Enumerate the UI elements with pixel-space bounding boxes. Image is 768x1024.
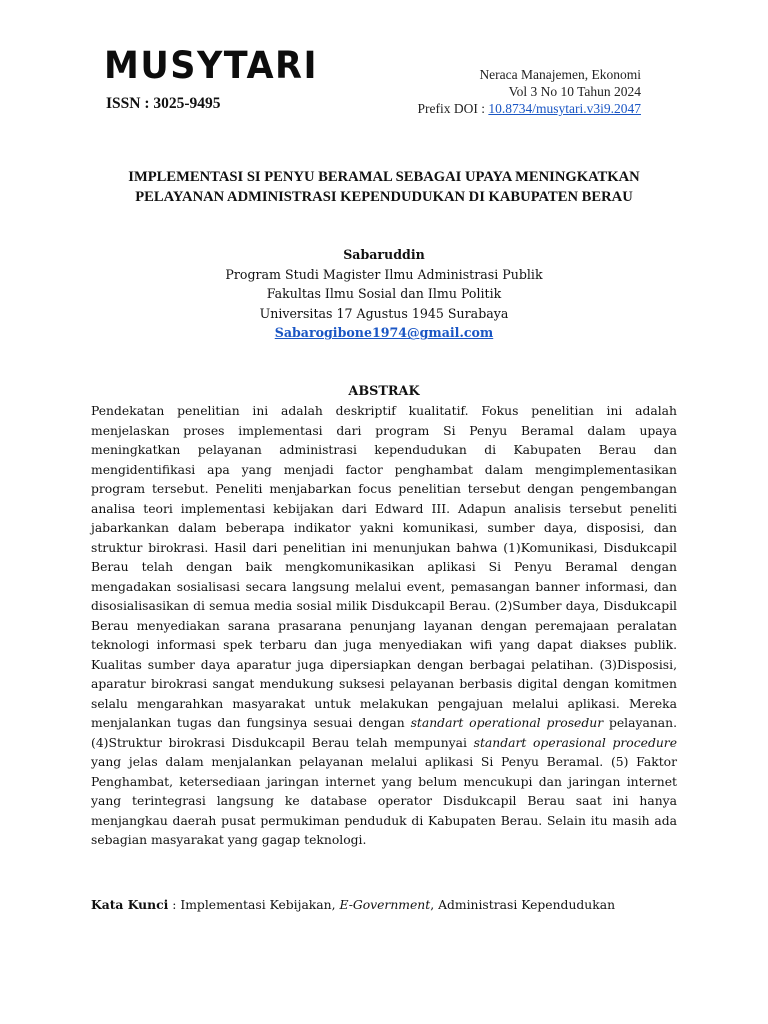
title-line-2: PELAYANAN ADMINISTRASI KEPENDUDUKAN DI KABUPATEN BERAU bbox=[135, 189, 633, 205]
abstract-text-part-1: Pendekatan penelitian ini adalah deskriptif kualitatif. Fokus penelitian ini adalah menjelaskan proses implementasi dari program Si Penyu Beramal dalam upaya meningkatkan pelayanan administrasi kependudukan di Kabupaten Berau dan mengidentifikasi apa yang menjadi factor penghambat dalam mengimplementasikan program tersebut. Peneliti menjabarkan focus penelitian tersebut dengan pengembangan analisa teori implementasi kebijakan dari Edward III. Adapun analisis tersebut peneliti jabarkankan dalam beberapa indikator yakni komunikasi, sumber daya, disposisi, dan struktur birokrasi. Hasil dari penelitian ini menunjukan bahwa (1)Komunikasi, Disdukcapil Berau telah dengan baik mengkomunikasikan aplikasi Si Penyu Beramal dengan mengadakan sosialisasi secara langsung melalui event, pemasangan banner informasi, dan disosialisasikan di semua media sosial milik Disdukcapil Berau. (2)Sumber daya, Disdukcapil Berau menyediakan sarana prasarana penunjang layanan dengan peremajaan peralatan teknologi informasi spek terbaru dan juga menyediakan wifi yang dapat diakses publik. Kualitas sumber daya aparatur juga dipersiapkan dengan berbagai pelatihan. (3)Disposisi, aparatur birokrasi sangat mendukung suksesi pelayanan berbasis digital dengan komitmen selalu mengarahkan masyarakat untuk melakukan pengajuan melalui aplikasi. Mereka menjalankan tugas dan fungsinya sesuai dengan bbox=[91, 404, 677, 730]
affiliation-faculty: Fakultas Ilmu Sosial dan Ilmu Politik bbox=[266, 286, 502, 302]
abstract-italic-term-2: standart operasional procedure bbox=[473, 735, 678, 750]
doi-label: Prefix DOI : bbox=[417, 101, 489, 116]
abstract-body bbox=[91, 402, 677, 851]
journal-name: Neraca Manajemen, Ekonomi bbox=[479, 67, 641, 82]
abstract-text-part-3: yang jelas dalam menjalankan pelayanan melalui aplikasi Si Penyu Beramal. (5) Faktor Penghambat, ketersediaan jaringan internet yang belum mencukupi dan jaringan internet yang terintegrasi langsung ke database operator Disdukcapil Berau saat ini hanya menjangkau daerah pusat permukiman penduduk di Kabupaten Berau. Selain itu masih ada sebagian masyarakat yang gagap teknologi. bbox=[91, 755, 677, 847]
author-email-link[interactable]: Sabarogibone1974@gmail.com bbox=[274, 325, 494, 341]
doi-line bbox=[418, 100, 642, 117]
affiliation-university: Universitas 17 Agustus 1945 Surabaya bbox=[259, 305, 509, 321]
journal-logo: MUSYTARI bbox=[104, 44, 319, 88]
abstract-text-part-2: pelayanan. (4)Struktur birokrasi Disdukcapil Berau telah mempunyai bbox=[91, 716, 678, 750]
keywords-label: Kata Kunci bbox=[91, 897, 169, 912]
abstract-heading: ABSTRAK bbox=[348, 384, 420, 399]
doi-link[interactable]: 10.8734/musytari.v3i9.2047 bbox=[488, 101, 641, 116]
title-line-1: IMPLEMENTASI SI PENYU BERAMAL SEBAGAI UPAYA MENINGKATKAN bbox=[128, 169, 640, 185]
keywords-line bbox=[91, 895, 677, 916]
abstract-italic-term-1: standart operational prosedur bbox=[410, 716, 604, 730]
journal-volume: Vol 3 No 10 Tahun 2024 bbox=[508, 84, 641, 99]
keywords-separator: : Implementasi Kebijakan, bbox=[168, 898, 340, 912]
keyword-egovernment: E-Government bbox=[339, 898, 431, 912]
issn-number: ISSN : 3025-9495 bbox=[106, 95, 221, 112]
author-block bbox=[90, 245, 678, 343]
author-name: Sabaruddin bbox=[343, 247, 425, 262]
keywords-rest: , Administrasi Kependudukan bbox=[430, 898, 616, 912]
journal-info bbox=[418, 66, 642, 117]
affiliation-program: Program Studi Magister Ilmu Administrasi Publik bbox=[225, 266, 543, 282]
article-title bbox=[90, 167, 678, 207]
